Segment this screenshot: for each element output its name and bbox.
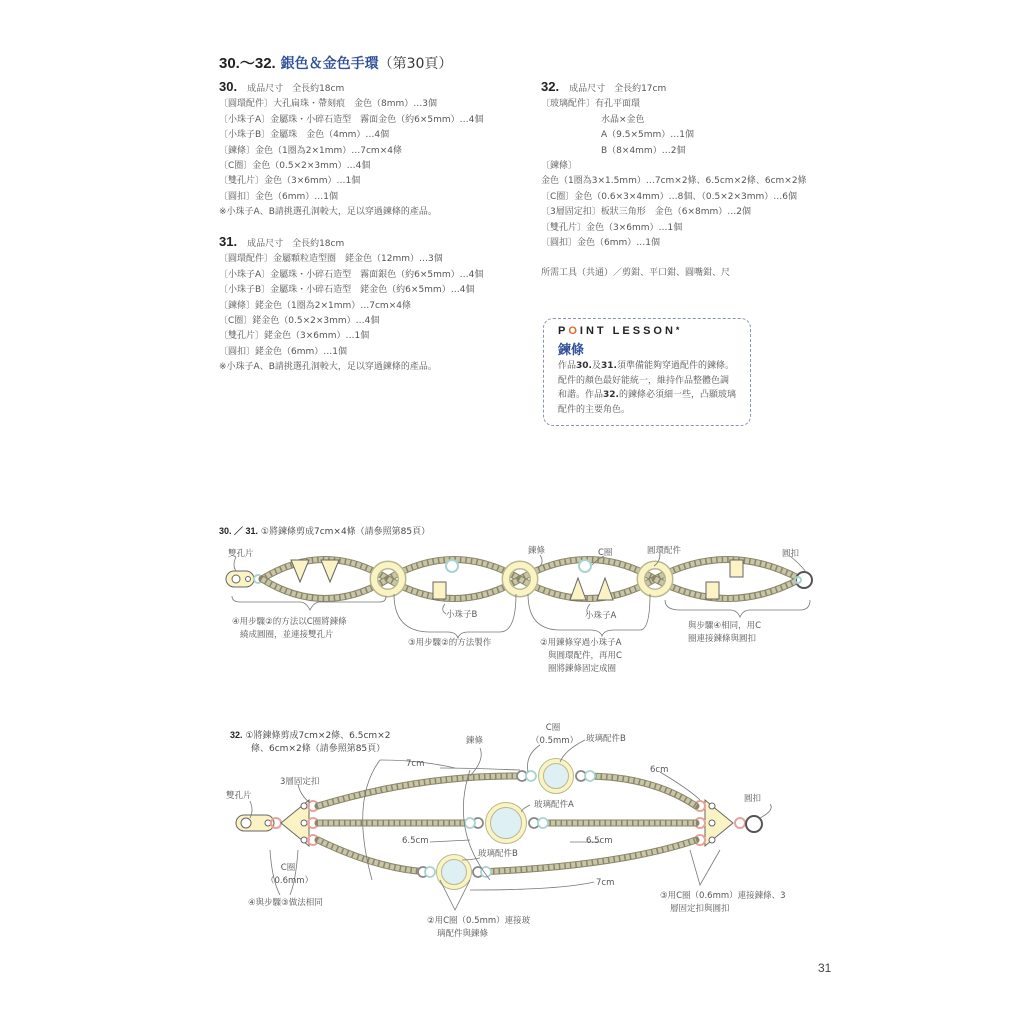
lesson-text-run: 作品 [558, 361, 577, 371]
bead-b [706, 582, 719, 599]
lesson-text-run: 31. [600, 361, 617, 371]
label-length-65cm-left: 6.5cm [402, 836, 429, 846]
spec-line: 〔雙孔片〕金色（3×6mm）…1個 [219, 176, 361, 187]
spec-note: ※小珠子A、B請挑選孔洞較大，足以穿過鍊條的產品。 [219, 362, 437, 373]
spec-line: 〔鍊條〕金色（1圈為2×1mm）…7cm×4條 [219, 145, 402, 156]
spec-line: 〔C圈〕金色（0.6×3×4mm）…8個、（0.5×2×3mm）…6個 [541, 191, 797, 202]
leader-line [690, 850, 720, 885]
bead-b [433, 582, 446, 599]
label-length-6cm: 6cm [650, 765, 669, 775]
label-bead-a: 小珠子A [585, 611, 617, 621]
c-ring [526, 771, 536, 781]
lock-hole [709, 803, 715, 809]
lock-hole [709, 837, 715, 843]
c-ring [579, 560, 591, 572]
c-ring [538, 818, 548, 828]
diagram1-caption: 30. ／ 31. ①將鍊條剪成7cm×4條（請參照第85頁） [219, 526, 431, 537]
lesson-text-run: 32. [603, 390, 619, 400]
lesson-heading: 鍊條 [558, 343, 585, 358]
spec-line: 〔小珠子B〕金屬珠・小碎石造型 銠金色（約6×5mm）…4個 [219, 285, 475, 296]
tools-line: 所需工具（共通）／剪鉗、平口鉗、圓嘴鉗、尺 [541, 268, 731, 279]
lock-hole [301, 803, 307, 809]
spec-line: 水晶×金色 [601, 114, 645, 125]
leader-line [430, 840, 470, 842]
leader-line [470, 748, 481, 776]
step3-note: ③用步驟②的方法製作 [408, 638, 492, 648]
label-c-ring-06: C圈 （0.6mm） [266, 863, 314, 886]
label-length-7cm-bottom: 7cm [596, 878, 615, 888]
label-ring-part: 圓環配件 [647, 546, 682, 556]
label-bead-b: 小珠子B [446, 610, 478, 620]
spec-line: 〔鍊條〕銠金色（1圈為2×1mm）…7cm×4條 [219, 300, 411, 311]
bead-a [570, 578, 586, 600]
clasp [746, 816, 762, 832]
title-name: 銀色＆金色手環 [280, 56, 379, 72]
label-glass-a: 玻璃配件A [534, 800, 574, 810]
label-3-layer-lock: 3層固定扣 [280, 777, 320, 787]
lock-hole [301, 837, 307, 843]
spec-line: 〔圓環配件〕大孔扁珠・帶刻痕 金色（8mm）…3個 [219, 99, 437, 110]
label-c-ring-05: C圈 （0.5mm） [531, 723, 579, 746]
label-length-7cm-top: 7cm [406, 759, 425, 769]
spec-note: ※小珠子A、B請挑選孔洞較大，足以穿過鍊條的產品。 [219, 207, 437, 218]
bead-a [597, 578, 613, 600]
bead-a [291, 560, 309, 582]
step4-note-32: ④與步驟③做法相同 [248, 898, 323, 908]
spec-line: 〔鍊條〕 [541, 161, 578, 172]
spec-line: 〔雙孔片〕銠金色（3×6mm）…1個 [219, 331, 370, 342]
lock-hole [709, 820, 715, 826]
c-ring [735, 818, 745, 828]
item-size: 成品尺寸 全長約17cm [569, 84, 667, 94]
spec-line: 金色（1圈為3×1.5mm）…7cm×2條、6.5cm×2條、6cm×2條 [541, 176, 807, 187]
lesson-text-run: 的鍊條必須細一些，凸顯玻璃配件的主要角色。 [558, 390, 736, 415]
spec-line: 〔C圈〕金色（0.5×2×3mm）…4個 [219, 161, 371, 172]
clasp [796, 572, 812, 588]
label-double-hole: 雙孔片 [228, 549, 254, 559]
label-clasp: 圓扣 [782, 549, 800, 559]
label-glass-b-bottom: 玻璃配件B [478, 849, 518, 859]
bead-a [321, 560, 339, 582]
item-number: 32. [541, 79, 560, 94]
lesson-text-run: 30. [576, 361, 592, 371]
spec-line: 〔玻璃配件〕有孔平面環 [541, 99, 641, 110]
chain-6cm [580, 776, 696, 806]
label-length-65cm-right: 6.5cm [586, 836, 613, 846]
bead-b [730, 560, 743, 577]
c-ring [585, 771, 595, 781]
c-ring [446, 560, 458, 572]
spec-line: A（9.5×5mm）…1個 [601, 130, 694, 141]
label-chain: 鍊條 [528, 546, 546, 556]
spec-line: 〔圓扣〕金色（6mm）…1個 [219, 191, 338, 202]
c-ring [465, 818, 475, 828]
lock-hole [301, 820, 307, 826]
item-number: 31. [219, 234, 238, 249]
plate-hole [241, 818, 251, 828]
label-c-ring: C圈 [598, 548, 613, 558]
spec-line: 〔小珠子B〕金屬珠 金色（4mm）…4個 [219, 130, 390, 141]
step3-note-32: ③用C圈（0.6mm）連接鍊條、3 層固定扣與圓扣 [660, 891, 786, 914]
spec-line: 〔圓扣〕銠金色（6mm）…1個 [219, 346, 347, 357]
label-double-hole: 雙孔片 [226, 791, 252, 801]
label-clasp: 圓扣 [744, 794, 762, 804]
title-ref: （第30頁） [378, 56, 453, 72]
brace [665, 600, 810, 617]
title-number: 30.～32. [219, 55, 276, 72]
spec-line: 〔小珠子A〕金屬珠・小碎石造型 霧面銀色（約6×5mm）…4個 [219, 269, 484, 280]
step2-note-32: ②用C圈（0.5mm）連接玻 璃配件與鍊條 [427, 916, 531, 939]
leader-line [470, 882, 594, 890]
leader-line [528, 745, 541, 772]
spec-line: 〔圓環配件〕金屬顆粒造型圈 銠金色（12mm）…3個 [219, 254, 443, 265]
spec-line: 〔3層固定扣〕板狀三角形 金色（6×8mm）…2個 [541, 207, 751, 218]
step4b-note: 與步驟④相同，用C 圈連接鍊條與圓扣 [688, 621, 762, 644]
leader-line [760, 804, 771, 818]
spec-line: 〔雙孔片〕金色（3×6mm）…1個 [541, 222, 683, 233]
spec-line: 〔小珠子A〕金屬珠・小碎石造型 霧面金色（約6×5mm）…4個 [219, 114, 484, 125]
item-size: 成品尺寸 全長約18cm [247, 84, 345, 94]
item-size: 成品尺寸 全長約18cm [247, 239, 345, 249]
chain-7cm [318, 776, 520, 806]
lesson-text-run: 及 [591, 361, 601, 371]
step4-note: ④用步驟②的方法以C圈將鍊條 繞成圓圈，並連接雙孔片 [232, 617, 347, 640]
label-chain: 鍊條 [466, 736, 484, 746]
lesson-text-run: 須準備能夠穿過配件的鍊條。配件的顏色最好能統一，維持作品整體色調和諧。作品 [558, 361, 734, 400]
item-number: 30. [219, 79, 238, 94]
spec-line: 〔C圈〕銠金色（0.5×2×3mm）…4個 [219, 316, 380, 327]
spec-line: B（8×4mm）…2個 [601, 145, 686, 156]
lesson-title: POINT LESSON* [558, 325, 683, 337]
diagram2-caption: 32. ①將鍊條剪成7cm×2條、6.5cm×2 條、6cm×2條（請參照第85頁） [230, 730, 391, 754]
label-glass-b-top: 玻璃配件B [586, 734, 626, 744]
c-ring [481, 867, 491, 877]
plate-hole [232, 575, 240, 583]
step2-note: ②用鍊條穿過小珠子A 與圓環配件，再用C 圈將鍊條固定成圈 [540, 638, 622, 674]
spec-line: 〔圓扣〕金色（6mm）…1個 [541, 238, 660, 249]
plate-hole [246, 577, 251, 582]
leader-line [440, 768, 520, 770]
c-ring [425, 867, 435, 877]
page-number: 31 [818, 961, 832, 975]
